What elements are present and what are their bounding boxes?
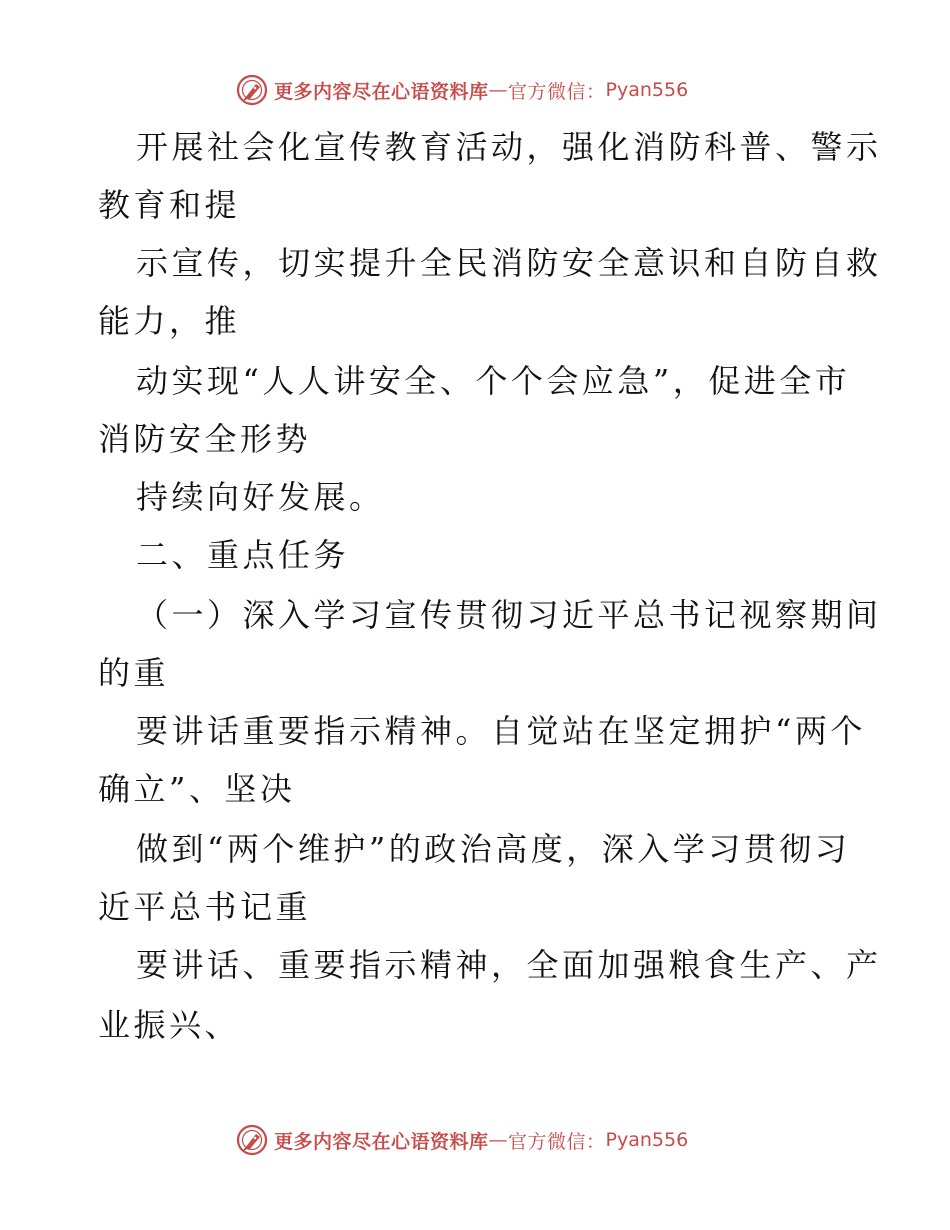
paragraph-line: 要讲话重要指示精神。自觉站在坚定拥护“两个 — [136, 712, 866, 750]
subsection-heading: （一）深入学习宣传贯彻习近平总书记视察期间 — [136, 596, 882, 634]
paragraph-line: 业振兴、 — [98, 1006, 241, 1044]
paragraph-line: 近平总书记重 — [98, 888, 312, 926]
paragraph-line: 消防安全形势 — [98, 420, 312, 458]
watermark-wechat-id: Pyan556 — [605, 1129, 689, 1151]
paragraph-line: 要讲话、重要指示精神，全面加强粮食生产、产 — [136, 946, 882, 984]
paragraph-line: 动实现“人人讲安全、个个会应急”，促进全市 — [136, 362, 851, 400]
paragraph-line: 确立”、坚决 — [98, 770, 296, 808]
header-watermark — [236, 73, 688, 107]
watermark-site-name: 更多内容尽在心语资料库 — [274, 1130, 489, 1153]
section-heading: 二、重点任务 — [136, 536, 350, 574]
watermark-dash: — — [488, 1129, 509, 1151]
paragraph-line: 持续向好发展。 — [136, 478, 385, 516]
paragraph-line: 教育和提 — [98, 186, 241, 224]
paragraph-line: 做到“两个维护”的政治高度，深入学习贯彻习 — [136, 830, 851, 868]
watermark-site-name: 更多内容尽在心语资料库 — [274, 80, 489, 103]
paragraph-line: 能力，推 — [98, 302, 241, 340]
paragraph-line: 开展社会化宣传教育活动，强化消防科普、警示 — [136, 128, 882, 166]
pen-nib-logo-icon — [236, 1124, 268, 1156]
pen-nib-logo-icon — [236, 74, 268, 106]
watermark-dash: — — [488, 79, 509, 101]
watermark-wechat-id: Pyan556 — [605, 79, 689, 101]
watermark-wechat-label: 官方微信： — [508, 80, 606, 103]
paragraph-line: 的重 — [98, 654, 170, 692]
paragraph-line: 示宣传，切实提升全民消防安全意识和自防自救 — [136, 244, 882, 282]
footer-watermark — [236, 1123, 688, 1157]
watermark-wechat-label: 官方微信： — [508, 1130, 606, 1153]
